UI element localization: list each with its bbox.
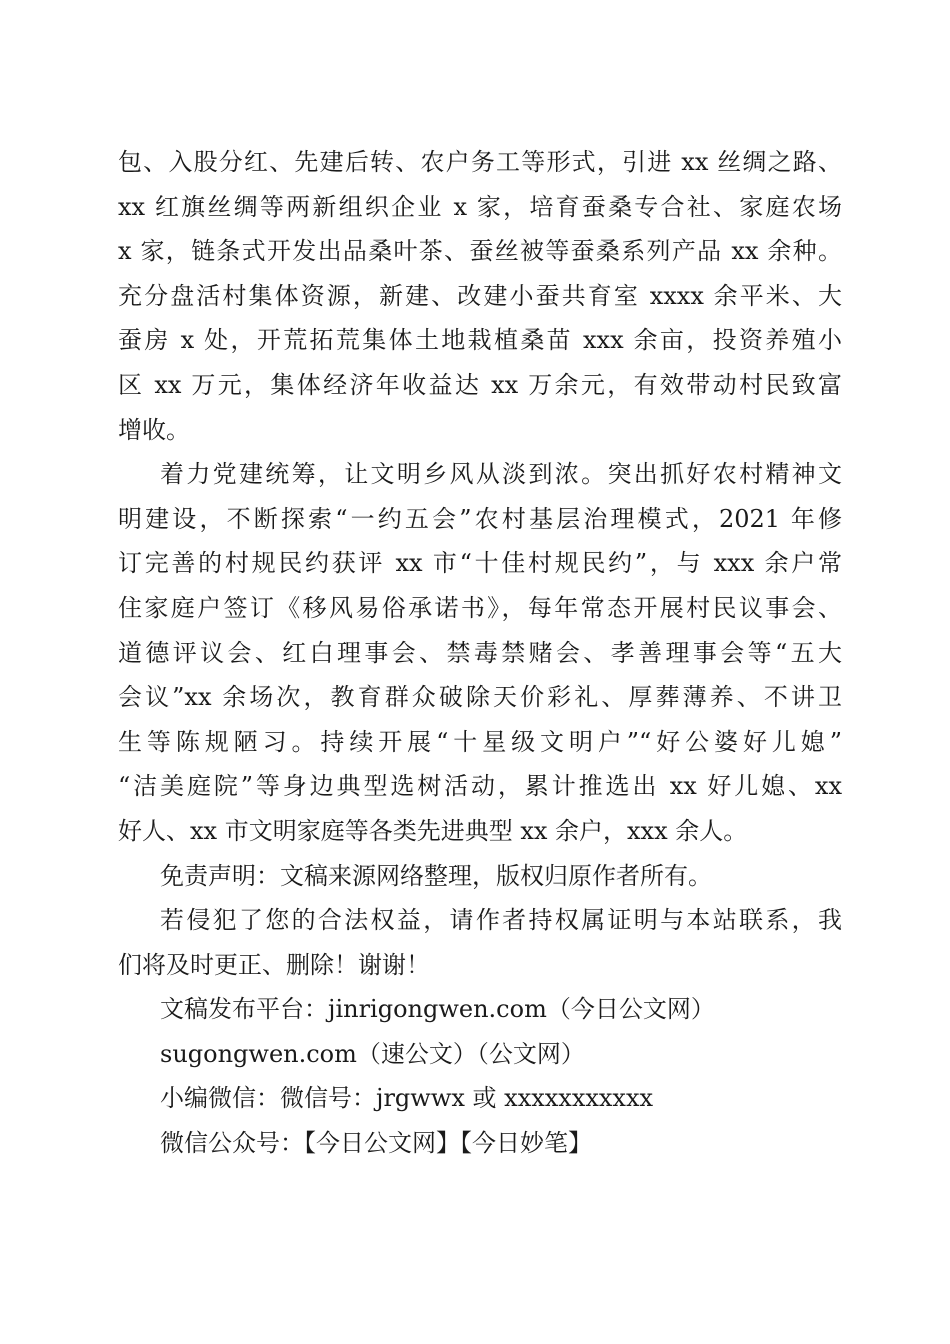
text-line: 区 xx 万元，集体经济年收益达 xx 万余元，有效带动村民致富	[118, 370, 842, 399]
disclaimer-line: 免责声明：文稿来源网络整理，版权归原作者所有。	[160, 861, 712, 890]
disclaimer-block	[118, 854, 842, 988]
disclaimer-line: 们将及时更正、删除！谢谢！	[118, 950, 430, 979]
text-line: 明建设，不断探索“一约五会”农村基层治理模式，2021 年修	[118, 504, 842, 533]
text-line: “洁美庭院”等身边典型选树活动，累计推选出 xx 好儿媳、xx	[118, 772, 842, 801]
text-line: 道德评议会、红白理事会、禁毒禁赌会、孝善理事会等“五大	[118, 638, 842, 667]
footer-info	[118, 987, 842, 1165]
text-line: 订完善的村规民约获评 xx 市“十佳村规民约”，与 xxx 余户常	[118, 549, 842, 578]
text-line: 生等陈规陋习。持续开展“十星级文明户”“好公婆好儿媳”	[118, 727, 842, 756]
text-line: xx 红旗丝绸等两新组织企业 x 家，培育蚕桑专合社、家庭农场	[118, 192, 842, 221]
text-line: x 家，链条式开发出品桑叶茶、蚕丝被等蚕桑系列产品 xx 余种。	[118, 237, 842, 266]
text-line: 包、入股分红、先建后转、农户务工等形式，引进 xx 丝绸之路、	[118, 148, 842, 176]
text-line: 住家庭户签订《移风易俗承诺书》，每年常态开展村民议事会、	[118, 593, 842, 622]
paragraph-sericulture	[118, 140, 842, 452]
text-line: 会议”xx 余场次，教育群众破除天价彩礼、厚葬薄养、不讲卫	[118, 683, 842, 712]
text-line: 蚕房 x 处，开荒拓荒集体土地栽植桑苗 xxx 余亩，投资养殖小	[118, 326, 842, 355]
document-body	[118, 140, 842, 1166]
platform-line: 文稿发布平台：jinrigongwen.com（今日公文网）	[160, 995, 715, 1024]
disclaimer-line: 若侵犯了您的合法权益，请作者持权属证明与本站联系，我	[160, 906, 842, 935]
text-line: 着力党建统筹，让文明乡风从淡到浓。突出抓好农村精神文	[160, 460, 842, 489]
site-line: sugongwen.com（速公文）（公文网）	[160, 1039, 585, 1068]
text-line: 好人、xx 市文明家庭等各类先进典型 xx 余户，xxx 余人。	[118, 816, 748, 845]
text-line: 增收。	[118, 415, 190, 444]
paragraph-civilization	[118, 452, 842, 853]
text-line: 充分盘活村集体资源，新建、改建小蚕共育室 xxxx 余平米、大	[118, 281, 842, 310]
official-account-line: 微信公众号：【今日公文网】【今日妙笔】	[160, 1129, 592, 1158]
wechat-line: 小编微信：微信号：jrgwwx 或 xxxxxxxxxxx	[160, 1084, 654, 1113]
